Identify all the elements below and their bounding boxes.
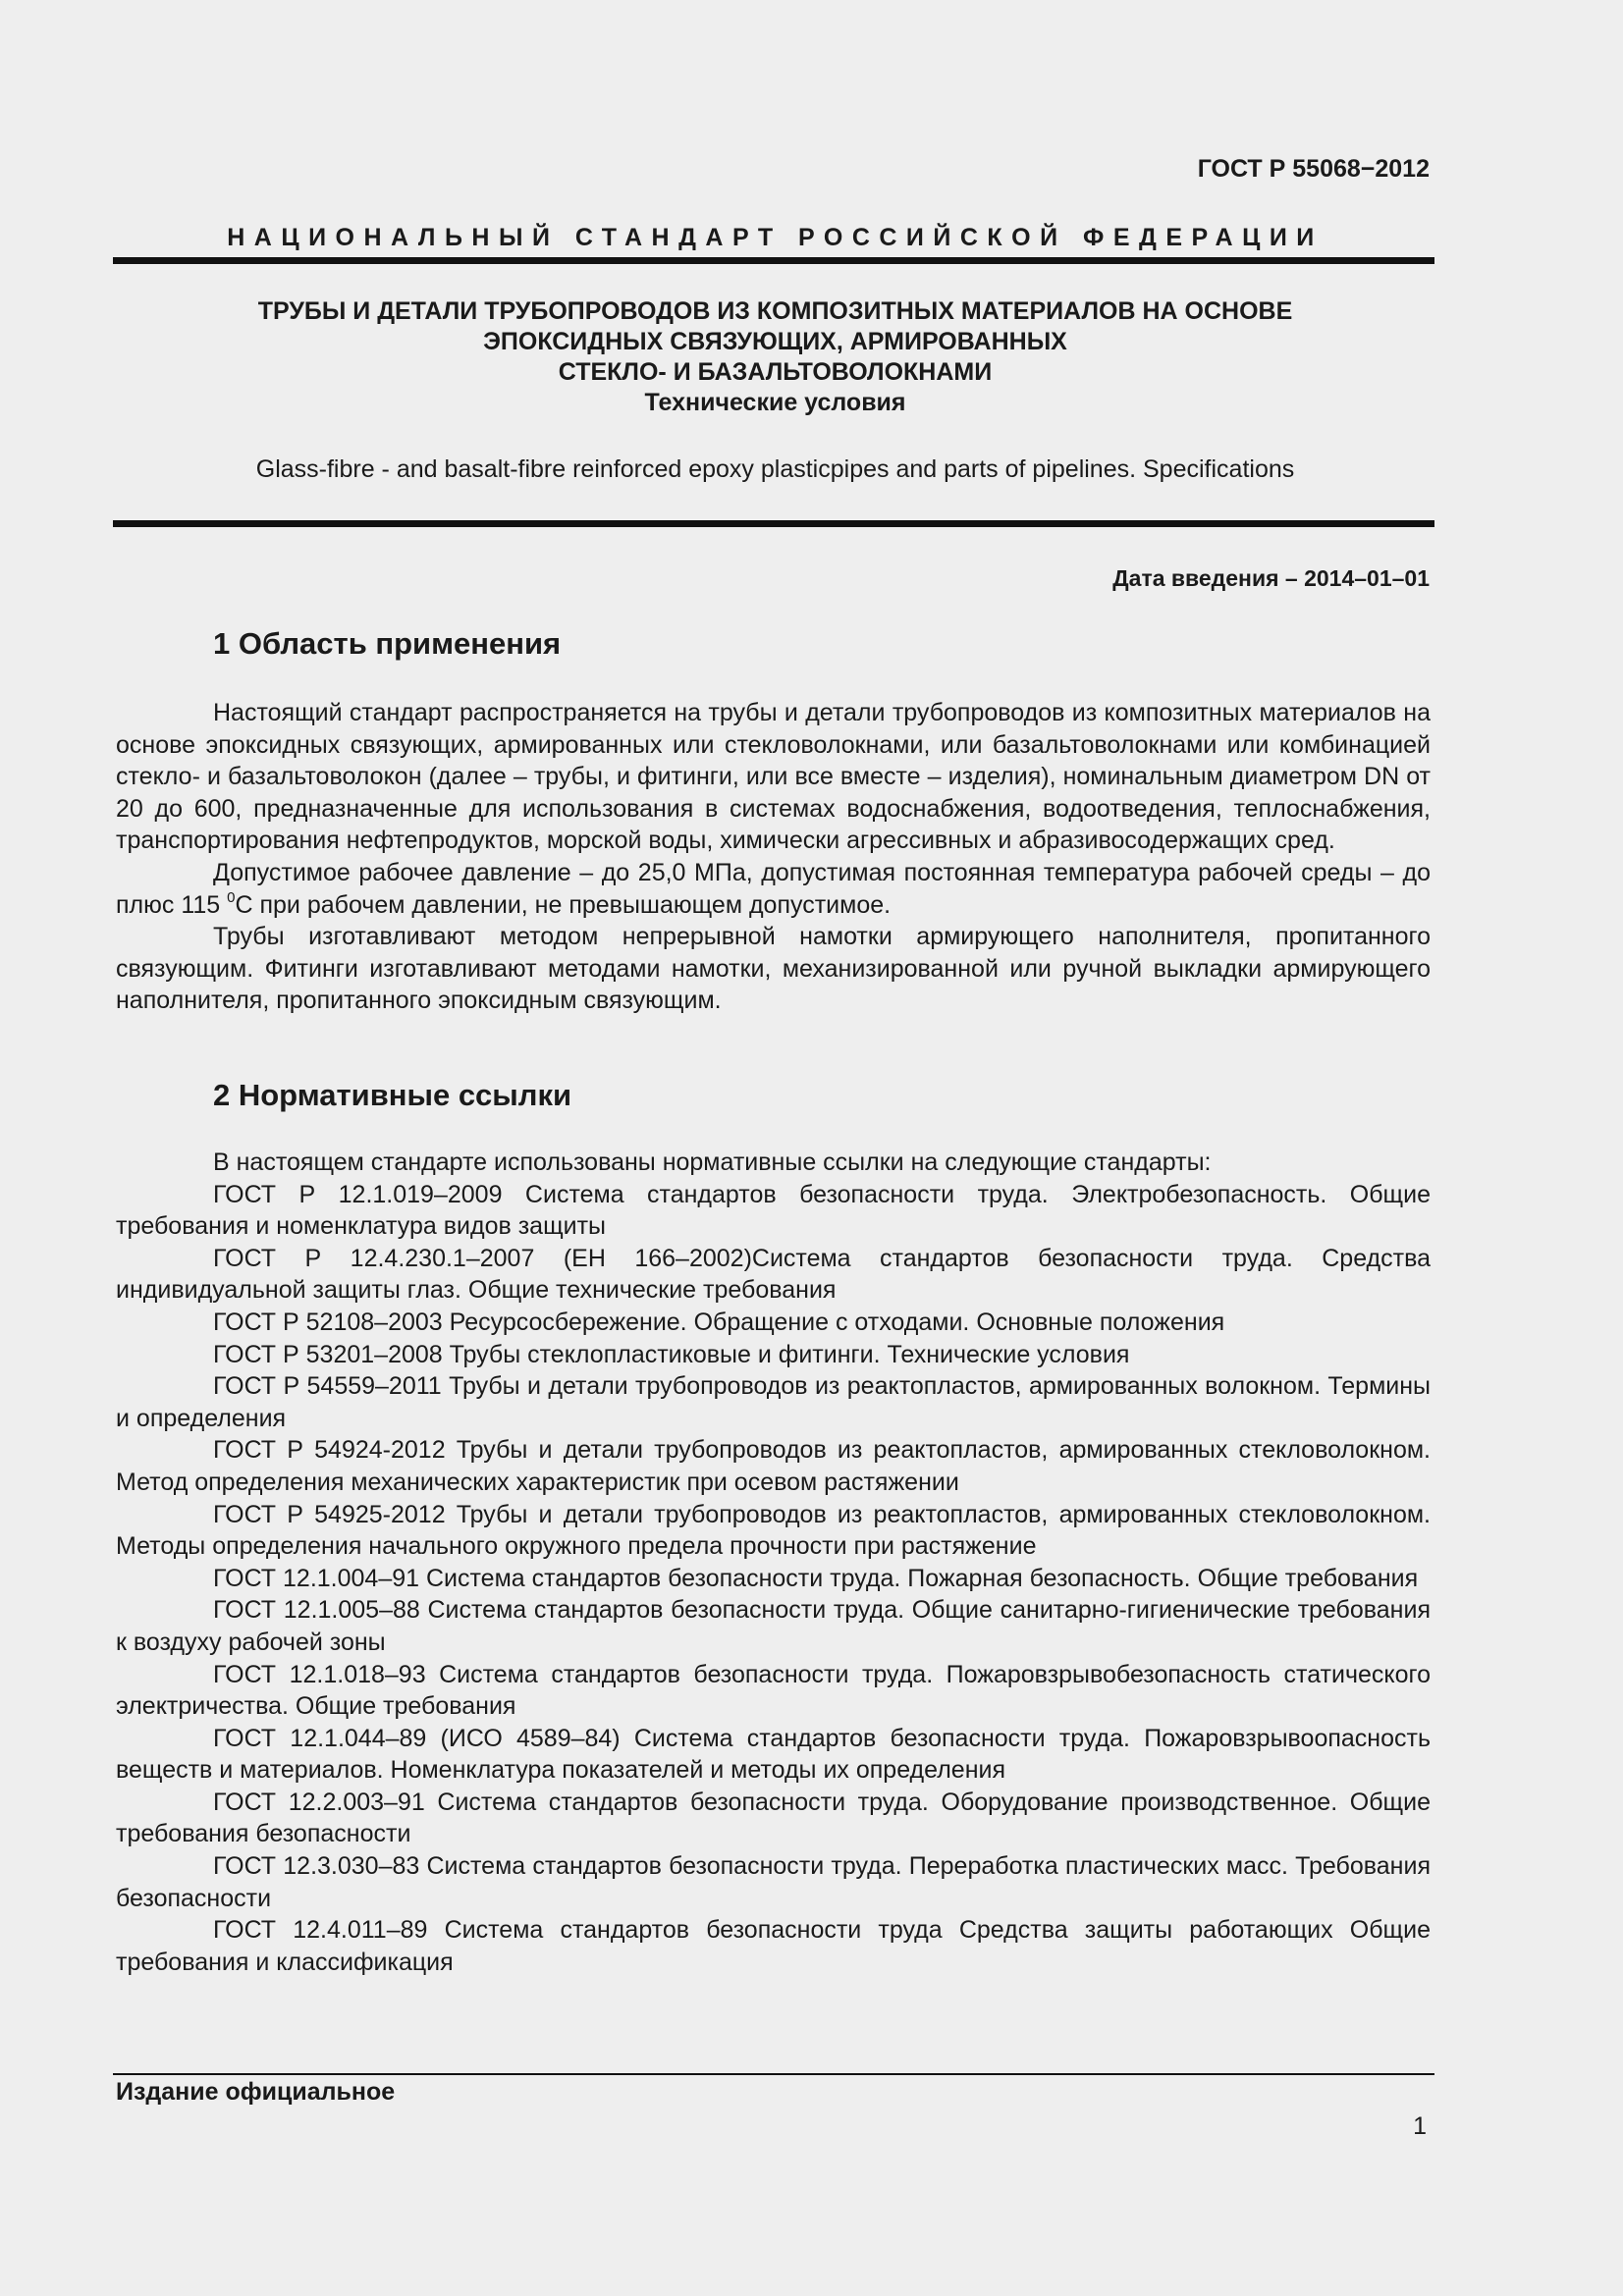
title-line-1: ТРУБЫ И ДЕТАЛИ ТРУБОПРОВОДОВ ИЗ КОМПОЗИТНЫХ МАТЕРИАЛОВ НА ОСНОВЕ — [257, 297, 1293, 325]
english-title: Glass-fibre - and basalt-fibre reinforced epoxy plasticpipes and parts of pipelines. Specifications — [255, 455, 1295, 483]
national-standard-banner: НАЦИОНАЛЬНЫЙ СТАНДАРТ РОССИЙСКОЙ ФЕДЕРАЦИИ — [227, 224, 1324, 251]
title-line-3: СТЕКЛО- И БАЗАЛЬТОВОЛОКНАМИ — [558, 358, 993, 386]
section-1-paragraph: Настоящий стандарт распространяется на трубы и детали трубопроводов из композитных материалов на основе эпоксидных связующих, армированных или стекловолокнами, или базальтоволокнами или комбинацией стекло- и базальтоволокон (далее – трубы, и фитинги, или все вместе – изделия), номинальным диаметром DN от 20 до 600, предназначенные для использования в системах водоснабжения, водоотведения, теплоснабжения, транспортирования нефтепродуктов, морской воды, химически агрессивных и абразивосодержащих сред. — [116, 699, 1431, 855]
date-of-introduction: Дата введения – 2014–01–01 — [1112, 565, 1430, 591]
title-bottom-rule — [113, 520, 1434, 527]
reference-item: ГОСТ 12.1.005–88 Система стандартов безопасности труда. Общие санитарно-гигиенические требования к воздуху рабочей зоны — [116, 1596, 1431, 1656]
section-2-heading: 2 Нормативные ссылки — [213, 1078, 572, 1112]
reference-item: ГОСТ Р 54924-2012 Трубы и детали трубопроводов из реактопластов, армированных стекловолокном. Метод определения механических характеристик при осевом растяжении — [116, 1436, 1431, 1496]
references-intro: В настоящем стандарте использованы нормативные ссылки на следующие стандарты: — [213, 1148, 1212, 1176]
section-1-paragraph: Трубы изготавливают методом непрерывной намотки армирующего наполнителя, пропитанного связующим. Фитинги изготавливают методами намотки, механизированной или ручной выкладки армирующего наполнителя, пропитанного эпоксидным связующим. — [116, 923, 1431, 1015]
reference-item: ГОСТ 12.1.044–89 (ИСО 4589–84) Система стандартов безопасности труда. Пожаровзрывоопасность веществ и материалов. Номенклатура показателей и методы их определения — [116, 1724, 1431, 1785]
top-rule — [113, 257, 1434, 264]
text-span: Допустимое рабочее давление – до 25,0 МПа, допустимая постоянная температура рабочей среды – до плюс 115 — [116, 858, 1431, 919]
footer-rule — [113, 2073, 1434, 2075]
standard-number: ГОСТ Р 55068−2012 — [1197, 155, 1430, 183]
official-edition-label: Издание официальное — [116, 2078, 396, 2106]
degree-superscript: 0 — [227, 888, 236, 906]
text-span: С при рабочем давлении, не превышающем допустимое. — [235, 890, 892, 919]
reference-item: ГОСТ Р 12.4.230.1–2007 (ЕН 166–2002)Система стандартов безопасности труда. Средства индивидуальной защиты глаз. Общие технические требования — [116, 1244, 1431, 1305]
title-line-2: ЭПОКСИДНЫХ СВЯЗУЮЩИХ, АРМИРОВАННЫХ — [483, 328, 1067, 355]
reference-item: ГОСТ 12.2.003–91 Система стандартов безопасности труда. Оборудование производственное. Общие требования безопасности — [116, 1788, 1431, 1848]
section-1-heading: 1 Область применения — [213, 626, 562, 661]
section-1-paragraph — [116, 857, 1431, 921]
reference-item: ГОСТ Р 54925-2012 Трубы и детали трубопроводов из реактопластов, армированных стекловолокном. Методы определения начального окружного предела прочности при растяжение — [116, 1500, 1431, 1561]
reference-item: ГОСТ 12.4.011–89 Система стандартов безопасности труда Средства защиты работающих Общие требования и классификация — [116, 1916, 1431, 1976]
reference-item: ГОСТ 12.1.018–93 Система стандартов безопасности труда. Пожаровзрывобезопасность статического электричества. Общие требования — [116, 1660, 1431, 1721]
title-subtitle: Технические условия — [644, 389, 906, 416]
reference-item: ГОСТ Р 12.1.019–2009 Система стандартов безопасности труда. Электробезопасность. Общие требования и номенклатура видов защиты — [116, 1180, 1431, 1241]
reference-item: ГОСТ Р 52108–2003 Ресурсосбережение. Обращение с отходами. Основные положения — [213, 1308, 1225, 1336]
page-number: 1 — [1413, 2112, 1427, 2140]
reference-item: ГОСТ Р 53201–2008 Трубы стеклопластиковые и фитинги. Технические условия — [213, 1340, 1130, 1368]
reference-item: ГОСТ 12.1.004–91 Система стандартов безопасности труда. Пожарная безопасность. Общие требования — [213, 1564, 1419, 1592]
document-title — [116, 296, 1434, 418]
reference-item: ГОСТ 12.3.030–83 Система стандартов безопасности труда. Переработка пластических масс. Требования безопасности — [116, 1852, 1431, 1912]
section-1-body — [116, 697, 1431, 1017]
reference-item: ГОСТ Р 54559–2011 Трубы и детали трубопроводов из реактопластов, армированных волокном. Термины и определения — [116, 1372, 1431, 1432]
section-2-body — [116, 1147, 1431, 1978]
